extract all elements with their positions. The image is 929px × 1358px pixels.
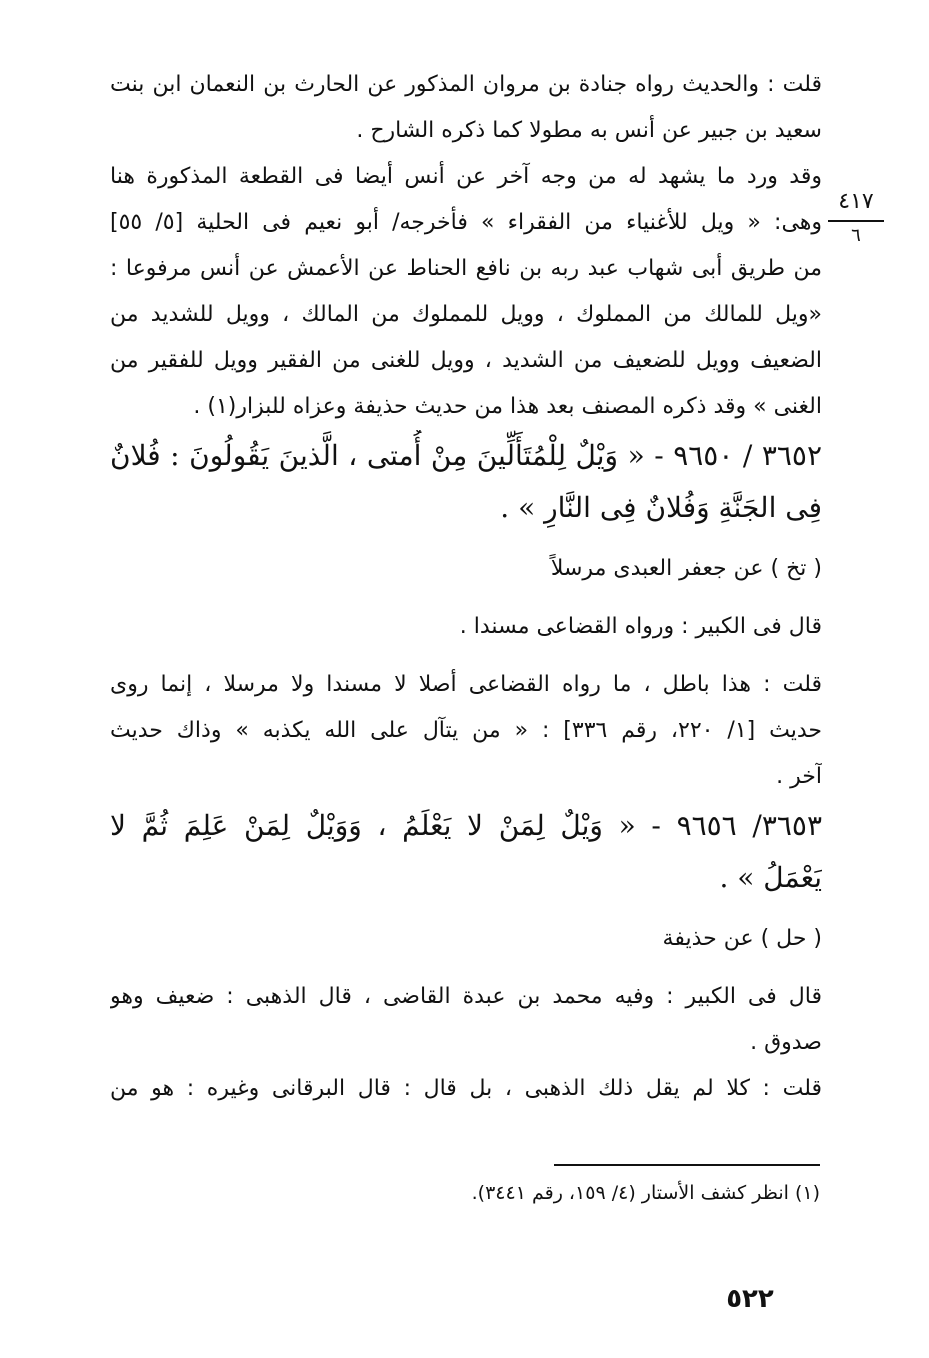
spacer: [110, 962, 822, 974]
hadith-line: يَعْمَلُ » .: [719, 861, 822, 894]
source-line: ( حل ) عن حذيفة: [662, 926, 822, 951]
text-line: حديث [١/ ٢٢٠، رقم ٣٣٦] : « من يتآل على الله يكذبه » وذاك حديث: [110, 718, 822, 743]
text-line: الغنى » وقد ذكره المصنف بعد هذا من حديث حذيفة وعزاه للبزار(١) .: [193, 394, 822, 419]
text-line: الضعيف وويل للضعيف من الشديد ، وويل للغنى من الفقير وويل للفقير من: [110, 348, 822, 373]
spacer: [110, 904, 822, 916]
spacer: [110, 650, 822, 662]
main-text: [110, 62, 822, 1112]
text-line: وقد ورد ما يشهد له من وجه آخر عن أنس أيضا فى القطعة المذكورة هنا: [110, 164, 822, 189]
text-line: وهى: « ويل للأغنياء من الفقراء » فأخرجه/ أبو نعيم فى الحلية [٥/ ٥٥]: [110, 210, 822, 235]
hadith-line: ٣٦٥٣/ ٩٦٥٦ - « وَيْلٌ لِمَنْ لا يَعْلَمُ ، وَوَيْلٌ لِمَنْ عَلِمَ ثُمَّ لا: [110, 809, 822, 842]
margin-number-bottom: ٦: [851, 225, 861, 246]
text-line: آخر .: [776, 764, 822, 789]
hadith-line: ٣٦٥٢ / ٩٦٥٠ - « وَيْلٌ لِلْمُتَأَلِّينَ مِنْ أُمتى ، الَّذينَ يَقُولُونَ : فُلانٌ: [110, 439, 822, 472]
text-line: قلت : والحديث رواه جنادة بن مروان المذكور عن الحارث بن النعمان ابن بنت: [110, 72, 822, 97]
spacer: [110, 534, 822, 546]
text-line: قلت : هذا باطل ، ما رواه القضاعى أصلا لا مسندا ولا مرسلا ، إنما روى: [110, 672, 822, 697]
text-line: من طريق أبى شهاب عبد ربه بن نافع الحناط عن الأعمش عن أنس مرفوعا :: [110, 256, 822, 281]
spacer: [110, 592, 822, 604]
page-number: ٥٢٢: [726, 1284, 774, 1314]
text-line: قال فى الكبير : ورواه القضاعى مسندا .: [459, 614, 822, 639]
text-line: قلت : كلا لم يقل ذلك الذهبى ، بل قال : قال البرقانى وغيره : هو من: [110, 1076, 822, 1101]
text-line: «ويل للمالك من المملوك ، وويل للمملوك من المالك ، وويل للشديد من: [110, 302, 822, 327]
text-line: قال فى الكبير : وفيه محمد بن عبدة القاضى ، قال الذهبى : ضعيف وهو: [110, 984, 822, 1009]
hadith-line: فِى الجَنَّةِ وَفُلانٌ فِى النَّارِ » .: [500, 491, 822, 524]
text-line: صدوق .: [750, 1030, 822, 1055]
text-line: سعيد بن جبير عن أنس به مطولا كما ذكره الشارح .: [356, 118, 822, 143]
margin-rule: [828, 220, 884, 222]
footnote-separator: [554, 1164, 820, 1166]
footnote: (١) انظر كشف الأستار (٤/ ١٥٩، رقم ٣٤٤١).: [471, 1182, 820, 1204]
margin-number-top: ٤١٧: [838, 189, 874, 214]
margin-reference: [826, 188, 886, 246]
source-line: ( تخ ) عن جعفر العبدى مرسلاً: [550, 556, 822, 581]
